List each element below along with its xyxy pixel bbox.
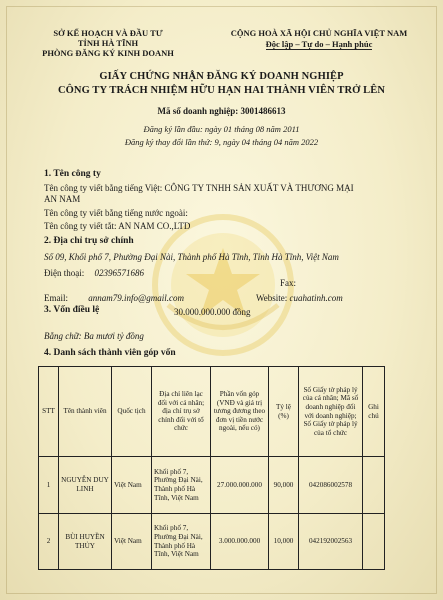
fax-label: Fax: [280,278,297,288]
section-capital-heading: 3. Vốn điều lệ [44,305,100,315]
website-value[interactable]: cuahatinh.com [289,293,343,303]
col-header-stt: STT [39,367,59,457]
cell-legal-id: 042086002578 [299,457,363,514]
website-row [256,293,343,303]
national-motto: Độc lập – Tự do – Hạnh phúc [265,39,373,49]
national-emblem-watermark [148,210,298,360]
cell-nationality: Việt Nam [112,514,152,570]
charter-capital-in-words: Bằng chữ: Ba mươi tỷ đồng [44,331,144,341]
phone-value: 02396571686 [94,268,144,278]
email-label: Email: [44,293,68,303]
company-type-title: CÔNG TY TRÁCH NHIỆM HỮU HẠN HAI THÀNH VIÊN TRỞ LÊN [57,85,386,96]
issuer-line-1: SỞ KẾ HOẠCH VÀ ĐẦU TƯ [53,28,163,38]
issuer-block [28,28,188,58]
phone-label: Điện thoại: [44,268,85,278]
cell-member-name: BÙI HUYỀN THỦY [59,514,112,570]
cell-address: Khối phố 7, Phường Đại Nài, Thành phố Hà Tĩnh, Việt Nam [152,514,211,570]
cell-ratio: 90,000 [269,457,299,514]
col-header-capital: Phần vốn góp (VNĐ và giá trị tương đương theo đơn vị tiền nước ngoài, nếu có) [211,367,269,457]
company-name-foreign: Tên công ty viết bằng tiếng nước ngoài: [44,208,188,218]
table-header-row [39,367,385,457]
company-name-vietnamese-cont: AN NAM [44,194,81,204]
head-office-address: Số 09, Khối phố 7, Phường Đại Nài, Thành phố Hà Tĩnh, Tỉnh Hà Tĩnh, Việt Nam [44,252,339,262]
company-name-short: Tên công ty viết tắt: AN NAM CO.,LTD [44,221,191,231]
cell-note [363,457,385,514]
table-row [39,457,385,514]
section-address-heading: 2. Địa chỉ trụ sở chính [44,236,134,246]
change-registration-date: Đăng ký thay đổi lần thứ: 9, ngày 04 tháng 04 năm 2022 [124,137,319,147]
phone-row [44,268,144,278]
cell-ratio: 10,000 [269,514,299,570]
document-title: GIẤY CHỨNG NHẬN ĐĂNG KÝ DOANH NGHIỆP [99,71,344,82]
issuer-line-3: PHÒNG ĐĂNG KÝ KINH DOANH [42,48,174,58]
cell-address: Khối phố 7, Phường Đại Nài, Thành phố Hà Tĩnh, Việt Nam [152,457,211,514]
col-header-address: Địa chỉ liên lạc đối với cá nhân; địa chỉ trụ sở chính đối với tổ chức [152,367,211,457]
cell-capital: 3.000.000.000 [211,514,269,570]
issuer-line-2: TỈNH HÀ TĨNH [77,38,139,48]
cell-stt: 2 [39,514,59,570]
cell-member-name: NGUYỄN DUY LINH [59,457,112,514]
national-motto-block [214,28,424,49]
col-header-name: Tên thành viên [59,367,112,457]
email-row [44,293,184,303]
section-members-heading: 4. Danh sách thành viên góp vốn [44,348,176,358]
website-label: Website: [256,293,288,303]
cell-stt: 1 [39,457,59,514]
email-value[interactable]: annam79.info@gmail.com [88,293,185,303]
cell-nationality: Việt Nam [112,457,152,514]
company-name-vietnamese: Tên công ty viết bằng tiếng Việt: CÔNG TY TNHH SẢN XUẤT VÀ THƯƠNG MẠI [44,183,354,193]
members-table [38,366,385,570]
cell-capital: 27.000.000.000 [211,457,269,514]
col-header-ratio: Tỷ lệ (%) [269,367,299,457]
charter-capital-amount: 30.000.000.000 đồng [174,307,251,317]
first-registration-date: Đăng ký lần đầu: ngày 01 tháng 08 năm 2011 [143,124,300,134]
national-name: CỘNG HOÀ XÃ HỘI CHỦ NGHĨA VIỆT NAM [230,28,408,38]
col-header-note: Ghi chú [363,367,385,457]
cell-legal-id: 042192002563 [299,514,363,570]
enterprise-code: Mã số doanh nghiệp: 3001486613 [157,106,286,116]
col-header-id: Số Giấy tờ pháp lý của cá nhân; Mã số doanh nghiệp đối với doanh nghiệp; Số Giấy tờ pháp lý của tổ chức [299,367,363,457]
cell-note [363,514,385,570]
section-company-name-heading: 1. Tên công ty [44,169,101,179]
col-header-nationality: Quốc tịch [112,367,152,457]
table-row [39,514,385,570]
